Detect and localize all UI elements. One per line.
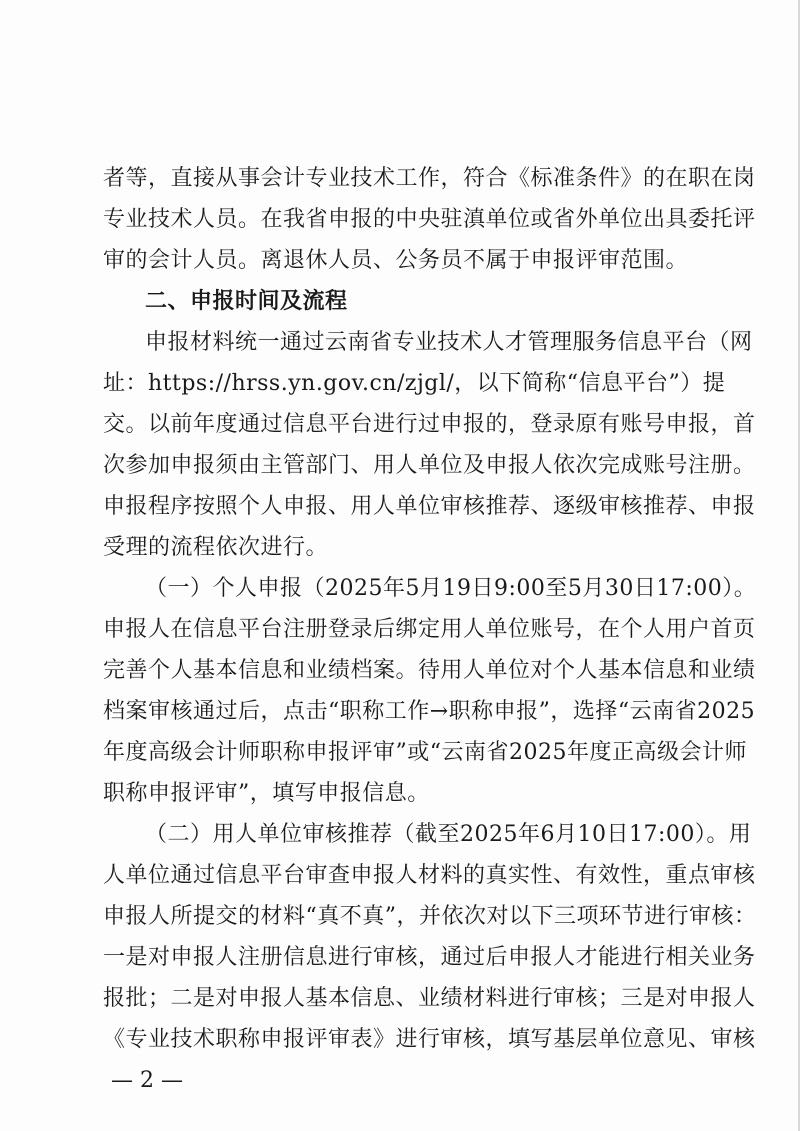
body-line-19: 申报人所提交的材料“真不真”，并依次对以下三项环节进行审核： xyxy=(103,904,757,929)
subheading-personal-application: （一）个人申报（2025年5月19日9:00至5月30日17:00）。 xyxy=(145,576,757,601)
body-line-7: 交。以前年度通过信息平台进行过申报的，登录原有账号申报，首 xyxy=(103,412,756,437)
body-line-18: 人单位通过信息平台审查申报人材料的真实性、有效性，重点审核 xyxy=(103,863,756,888)
body-line-20: 一是对申报人注册信息进行审核，通过后申报人才能进行相关业务 xyxy=(103,945,756,970)
body-line-3: 审的会计人员。离退休人员、公务员不属于申报评审范围。 xyxy=(103,248,689,273)
body-line-1: 者等，直接从事会计专业技术工作，符合《标准条件》的在职在岗 xyxy=(103,166,756,191)
body-line-14: 档案审核通过后，点击“职称工作→职称申报”，选择“云南省2025 xyxy=(103,699,756,724)
body-line-10: 受理的流程依次进行。 xyxy=(103,535,329,560)
body-line-13: 完善个人基本信息和业绩档案。待用人单位对个人基本信息和业绩 xyxy=(103,658,756,683)
section-heading: 二、申报时间及流程 xyxy=(145,289,348,314)
body-line-5: 申报材料统一通过云南省专业技术人才管理服务信息平台（网 xyxy=(145,330,753,355)
subheading-employer-review: （二）用人单位审核推荐（截至2025年6月10日17:00）。用 xyxy=(145,822,752,847)
body-line-6: 址：https://hrss.yn.gov.cn/zjgl/，以下简称“信息平台”）提 xyxy=(103,371,726,396)
body-line-16: 职称申报评审”，填写申报信息。 xyxy=(103,781,430,806)
body-line-8: 次参加申报须由主管部门、用人单位及申报人依次完成账号注册。 xyxy=(103,453,756,478)
body-line-15: 年度高级会计师职称申报评审”或“云南省2025年度正高级会计师 xyxy=(103,740,747,765)
body-line-9: 申报程序按照个人申报、用人单位审核推荐、逐级审核推荐、申报 xyxy=(103,494,756,519)
body-line-2: 专业技术人员。在我省申报的中央驻滇单位或省外单位出具委托评 xyxy=(103,207,756,232)
page-number: — 2 — xyxy=(111,1068,183,1093)
body-line-21: 报批；二是对申报人基本信息、业绩材料进行审核；三是对申报人 xyxy=(103,986,756,1011)
body-line-22: 《专业技术职称申报评审表》进行审核，填写基层单位意见、审核 xyxy=(103,1027,756,1052)
body-line-12: 申报人在信息平台注册登录后绑定用人单位账号，在个人用户首页 xyxy=(103,617,756,642)
